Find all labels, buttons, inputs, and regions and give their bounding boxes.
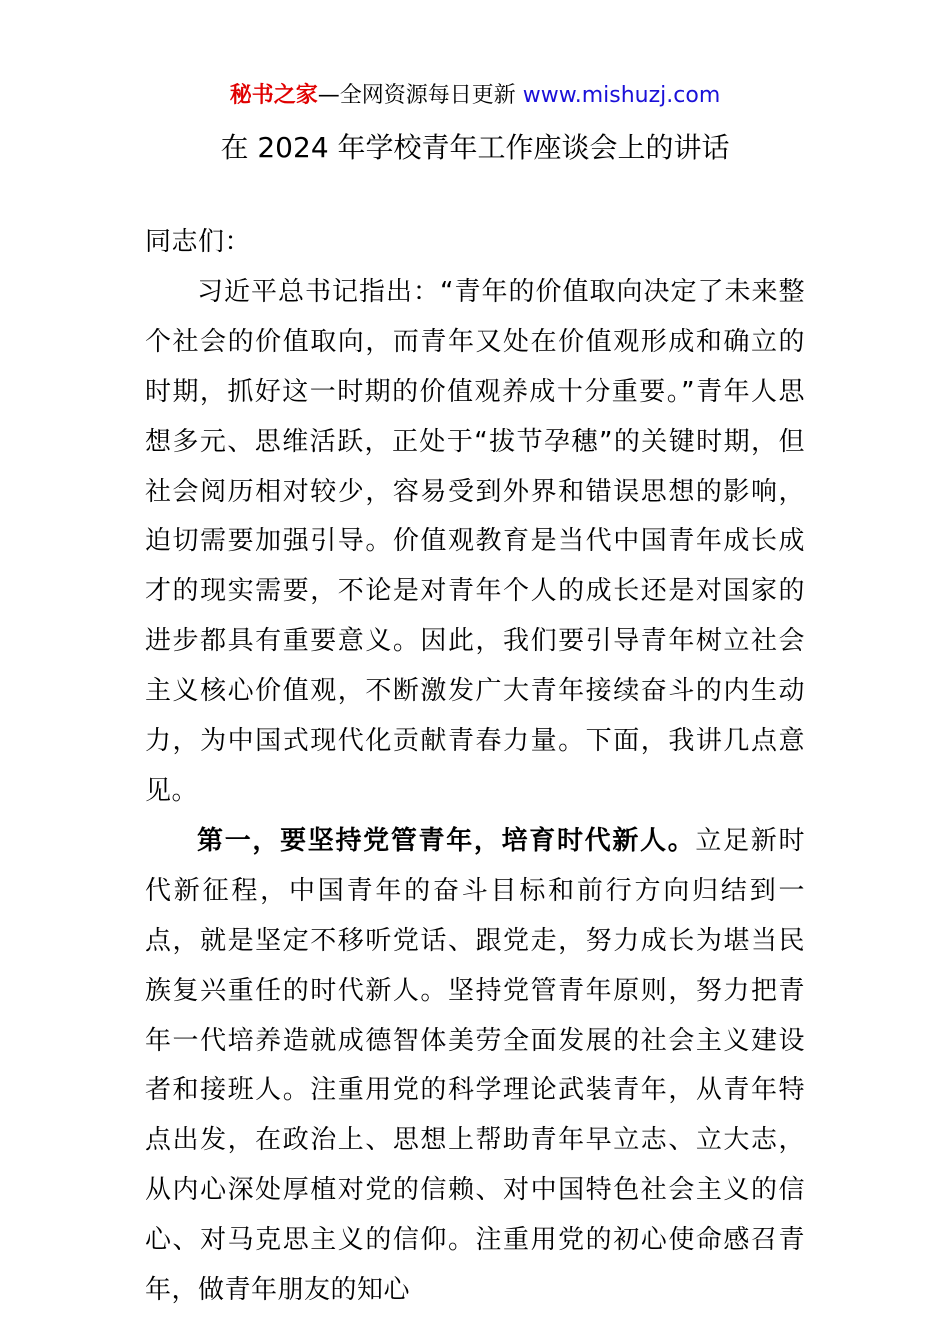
paragraph-intro: 习近平总书记指出：“青年的价值取向决定了未来整个社会的价值取向，而青年又处在价值观形成和确立的时期，抓好这一时期的价值观养成十分重要。”青年人思想多元、思维活跃，正处于“拔节孕穗”的关键时期，但社会阅历相对较少，容易受到外界和错误思想的影响，迫切需要加强引导。价值观教育是当代中国青年成长成才的现实需要，不论是对青年个人的成长还是对国家的进步都具有重要意义。因此，我们要引导青年树立社会主义核心价值观，不断激发广大青年接续奋斗的内生动力，为中国式现代化贡献青春力量。下面，我讲几点意见。 bbox=[145, 276, 805, 806]
document-body bbox=[145, 218, 805, 1316]
paragraph-heading: 第一，要坚持党管青年，培育时代新人。 bbox=[197, 825, 696, 856]
brand-name: 秘书之家 bbox=[229, 83, 318, 108]
paragraph-first-point bbox=[145, 817, 805, 1316]
header-tagline: —全网资源每日更新 bbox=[317, 83, 523, 108]
paragraph-body: 立足新时代新征程，中国青年的奋斗目标和前行方向归结到一点，就是坚定不移听党话、跟党走，努力成长为堪当民族复兴重任的时代新人。坚持党管青年原则，努力把青年一代培养造就成德智体美劳全面发展的社会主义建设者和接班人。注重用党的科学理论武装青年，从青年特点出发，在政治上、思想上帮助青年早立志、立大志，从内心深处厚植对党的信赖、对中国特色社会主义的信心、对马克思主义的信仰。注重用党的初心使命感召青年，做青年朋友的知心 bbox=[145, 825, 805, 1306]
site-header bbox=[0, 80, 950, 112]
salutation: 同志们： bbox=[145, 227, 252, 257]
document-title: 在 2024 年学校青年工作座谈会上的讲话 bbox=[220, 131, 730, 164]
site-url-link[interactable]: www.mishuzj.com bbox=[522, 83, 721, 108]
